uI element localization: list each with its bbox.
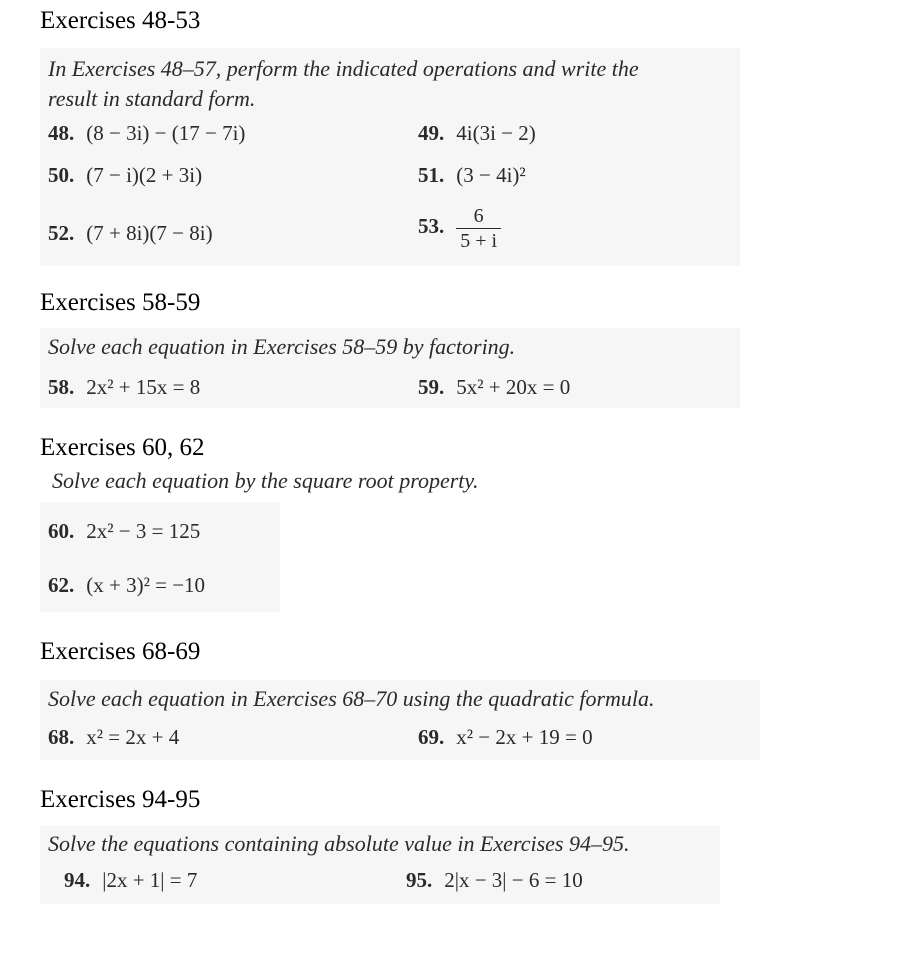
- exercise-53: [418, 204, 501, 253]
- exercise-expression: 2x² − 3 = 125: [86, 519, 201, 543]
- instruction-square-root: Solve each equation by the square root property.: [52, 468, 479, 493]
- exercise-52: [48, 220, 213, 246]
- fraction-denominator: 5 + i: [456, 228, 501, 253]
- exercise-51: [418, 162, 526, 188]
- exercise-number: 58.: [48, 375, 75, 399]
- exercise-number: 62.: [48, 573, 75, 597]
- exercise-62: [48, 572, 205, 598]
- exercise-expression: (7 + 8i)(7 − 8i): [86, 221, 213, 245]
- exercise-expression: 2x² + 15x = 8: [86, 375, 201, 399]
- section-heading-60-62: Exercises 60, 62: [40, 434, 205, 461]
- exercise-number: 94.: [64, 868, 91, 892]
- exercise-95: [406, 867, 583, 893]
- exercise-number: 53.: [418, 214, 445, 239]
- exercise-69: [418, 724, 593, 750]
- exercise-59: [418, 374, 570, 400]
- exercise-60: [48, 518, 200, 544]
- section-heading-94-95: Exercises 94-95: [40, 786, 201, 813]
- exercise-number: 50.: [48, 163, 75, 187]
- exercise-block-94-95: [40, 826, 720, 904]
- exercise-number: 68.: [48, 725, 75, 749]
- instruction-line-1: In Exercises 48–57, perform the indicated operations and write the: [48, 56, 639, 81]
- exercise-number: 51.: [418, 163, 445, 187]
- exercise-expression: (8 − 3i) − (17 − 7i): [86, 121, 246, 145]
- instruction: Solve each equation in Exercises 68–70 using the quadratic formula.: [48, 686, 655, 711]
- exercise-expression: x² = 2x + 4: [86, 725, 180, 749]
- exercise-49: [418, 120, 536, 146]
- section-heading-68-69: Exercises 68-69: [40, 638, 201, 665]
- exercise-50: [48, 162, 202, 188]
- instruction-line-2: result in standard form.: [48, 86, 256, 111]
- fraction-numerator: 6: [473, 205, 484, 227]
- exercise-expression: (3 − 4i)²: [456, 163, 526, 187]
- exercise-number: 48.: [48, 121, 75, 145]
- exercise-68: [48, 724, 179, 750]
- exercise-48: [48, 120, 245, 146]
- exercise-block-60-62: [40, 502, 280, 612]
- instruction: Solve the equations containing absolute value in Exercises 94–95.: [48, 831, 630, 856]
- exercise-block-68-69: [40, 680, 760, 760]
- exercise-number: 60.: [48, 519, 75, 543]
- exercise-58: [48, 374, 200, 400]
- exercise-94: [64, 867, 197, 893]
- exercise-number: 69.: [418, 725, 445, 749]
- exercise-block-58-59: [40, 328, 740, 408]
- exercise-block-48-53: [40, 48, 740, 266]
- exercise-expression: 4i(3i − 2): [456, 121, 536, 145]
- fraction: [456, 204, 501, 253]
- section-heading-58-59: Exercises 58-59: [40, 289, 201, 316]
- exercise-number: 52.: [48, 221, 75, 245]
- exercise-expression: 2|x − 3| − 6 = 10: [444, 868, 583, 892]
- exercise-expression: |2x + 1| = 7: [102, 868, 198, 892]
- exercise-expression: x² − 2x + 19 = 0: [456, 725, 593, 749]
- instruction: Solve each equation in Exercises 58–59 by factoring.: [48, 334, 516, 359]
- exercise-number: 59.: [418, 375, 445, 399]
- exercise-expression: (x + 3)² = −10: [86, 573, 206, 597]
- section-heading-48-53: Exercises 48-53: [40, 7, 201, 34]
- exercise-expression: (7 − i)(2 + 3i): [86, 163, 203, 187]
- exercise-number: 49.: [418, 121, 445, 145]
- exercise-number: 95.: [406, 868, 433, 892]
- exercise-expression: 5x² + 20x = 0: [456, 375, 571, 399]
